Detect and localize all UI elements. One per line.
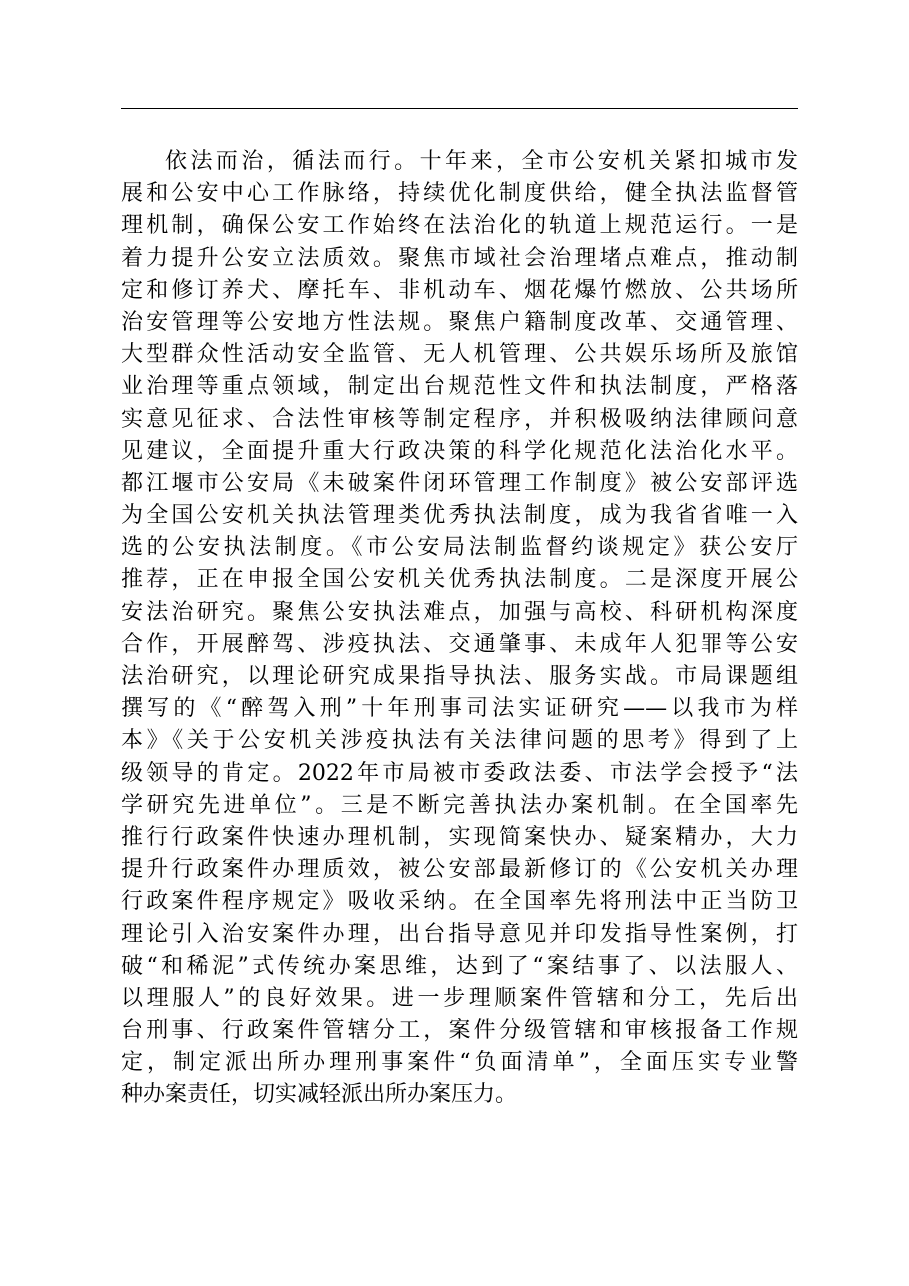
paragraph-line: 治安管理等公安地方性法规。聚焦户籍制度改革、交通管理、 [121,309,798,335]
paragraph-line: 选的公安执法制度。《市公安局法制监督约谈规定》获公安厅 [121,535,798,561]
paragraph-line: 依法而治，循法而行。十年来，全市公安机关紧扣城市发 [165,149,798,174]
paragraph-line: 实意见征求、合法性审核等制定程序，并积极吸纳法律顾问意 [121,406,798,432]
paragraph-line: 理机制，确保公安工作始终在法治化的轨道上规范运行。一是 [121,213,798,239]
paragraph-line: 推行行政案件快速办理机制，实现简案快办、疑案精办，大力 [121,824,798,850]
paragraph-line: 台刑事、行政案件管辖分工，案件分级管辖和审核报备工作规 [121,1018,798,1044]
paragraph-line: 见建议，全面提升重大行政决策的科学化规范化法治化水平。 [121,438,798,464]
paragraph-line: 定和修订养犬、摩托车、非机动车、烟花爆竹燃放、公共场所 [121,277,798,303]
paragraph-line: 着力提升公安立法质效。聚焦市域社会治理堵点难点，推动制 [121,245,798,271]
paragraph-line: 种办案责任，切实减轻派出所办案压力。 [121,1082,518,1108]
paragraph-line: 定，制定派出所办理刑事案件“负面清单”，全面压实专业警 [121,1050,798,1076]
paragraph-line: 法治研究，以理论研究成果指导执法、服务实战。市局课题组 [121,664,798,689]
paragraph-line: 行政案件程序规定》吸收采纳。在全国率先将刑法中正当防卫 [121,889,798,915]
paragraph-line: 展和公安中心工作脉络，持续优化制度供给，健全执法监督管 [121,181,798,207]
paragraph-line: 撰写的《“醉驾入刑”十年刑事司法实证研究——以我市为样 [121,696,798,722]
paragraph-line: 级领导的肯定。2022年市局被市委政法委、市法学会授予“法 [121,760,798,786]
paragraph-line: 破“和稀泥”式传统办案思维，达到了“案结事了、以法服人、 [121,953,798,979]
paragraph-line: 合作，开展醉驾、涉疫执法、交通肇事、未成年人犯罪等公安 [121,631,798,657]
paragraph-line: 安法治研究。聚焦公安执法难点，加强与高校、科研机构深度 [121,599,798,625]
paragraph-line: 为全国公安机关执法管理类优秀执法制度，成为我省省唯一入 [121,503,798,529]
paragraph-line: 大型群众性活动安全监管、无人机管理、公共娱乐场所及旅馆 [121,342,798,368]
paragraph-line: 学研究先进单位”。三是不断完善执法办案机制。在全国率先 [121,792,798,818]
paragraph-line: 本》《关于公安机关涉疫执法有关法律问题的思考》得到了上 [121,728,798,754]
paragraph-line: 提升行政案件办理质效，被公安部最新修订的《公安机关办理 [121,857,798,883]
paragraph-line: 理论引入治安案件办理，出台指导意见并印发指导性案例，打 [121,921,798,947]
body-paragraph [121,146,798,1112]
header-rule [121,108,798,109]
paragraph-line: 业治理等重点领域，制定出台规范性文件和执法制度，严格落 [121,374,798,400]
paragraph-line: 以理服人”的良好效果。进一步理顺案件管辖和分工，先后出 [121,985,798,1011]
paragraph-line: 都江堰市公安局《未破案件闭环管理工作制度》被公安部评选 [121,470,798,496]
paragraph-line: 推荐，正在申报全国公安机关优秀执法制度。二是深度开展公 [121,567,798,593]
